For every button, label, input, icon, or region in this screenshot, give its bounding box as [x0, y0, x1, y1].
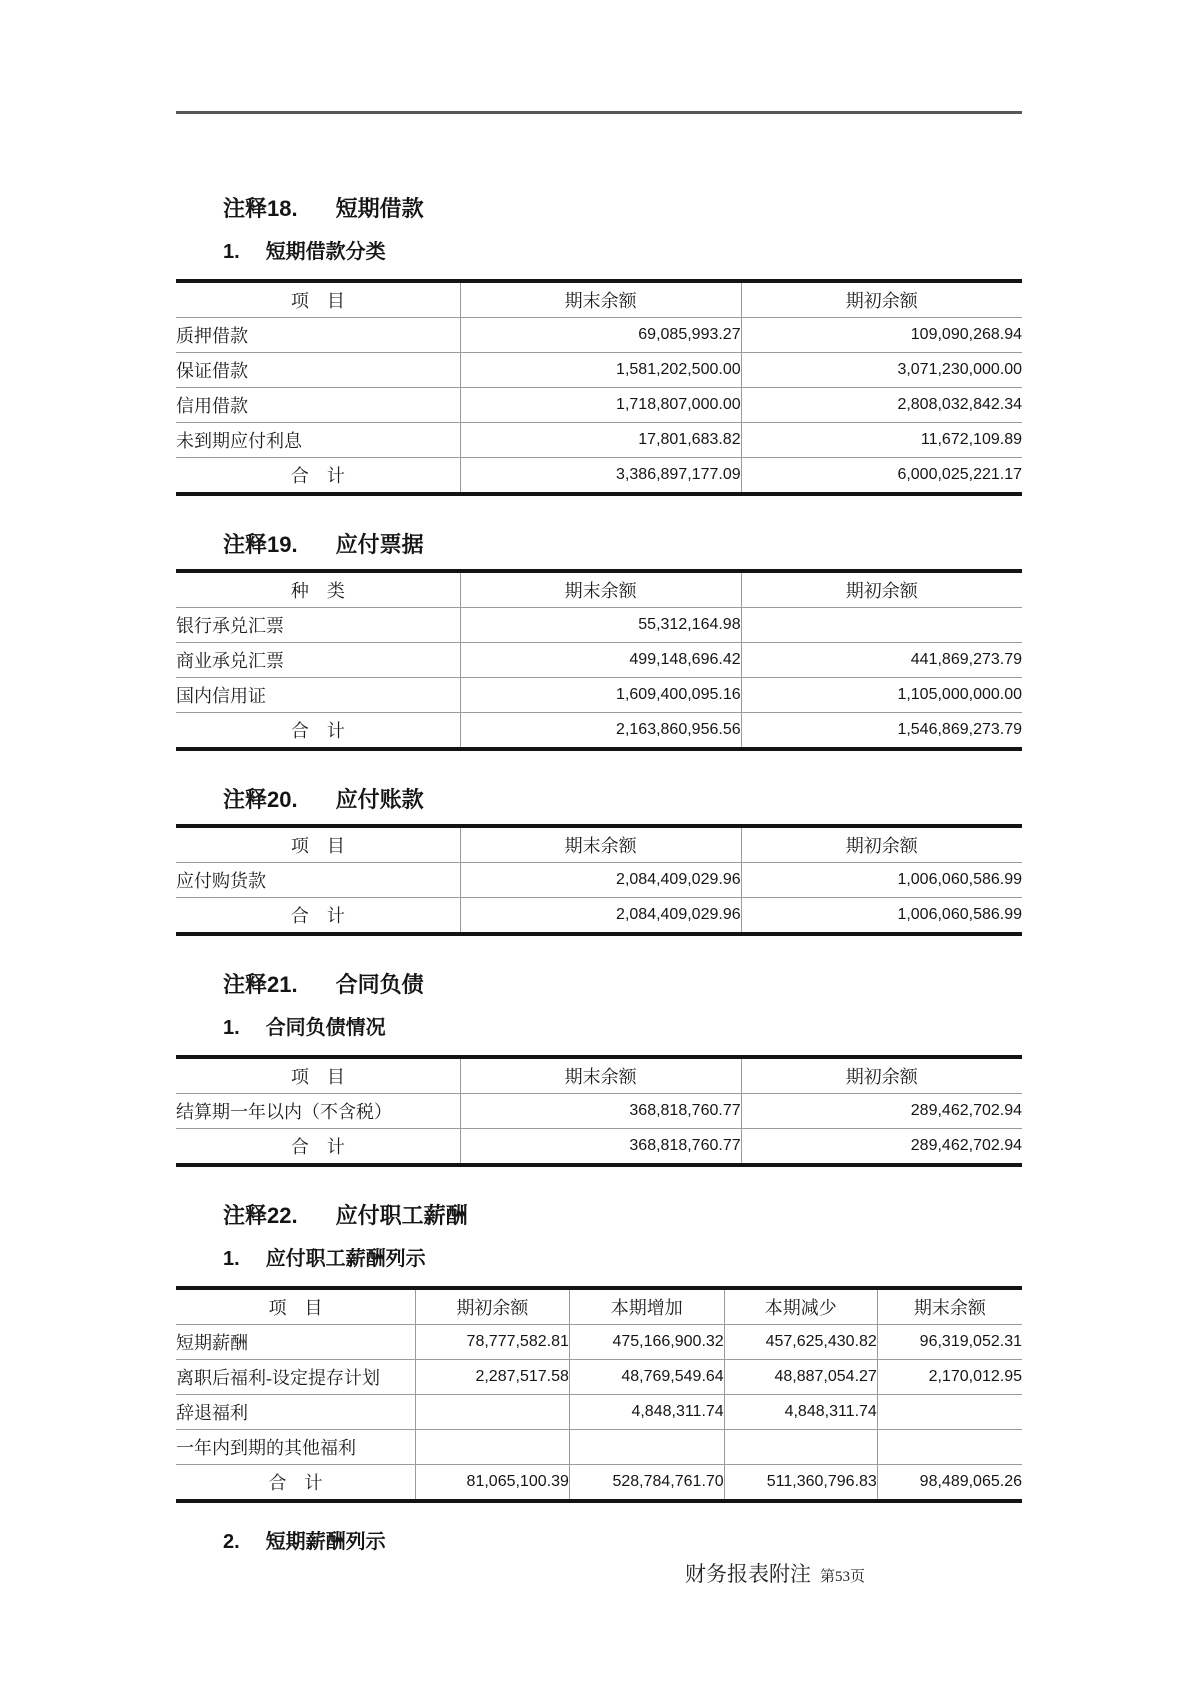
table-row	[176, 388, 1022, 423]
subsection-number: 1.	[223, 1248, 240, 1270]
section-title: 短期借款	[335, 196, 424, 221]
footer-page-number: 第53页	[819, 1569, 865, 1585]
column-header: 本期增加	[569, 1288, 724, 1325]
financial-table	[176, 824, 1022, 936]
cell-value	[877, 1430, 1022, 1465]
column-header: 期初余额	[741, 281, 1022, 318]
note-section	[176, 973, 1022, 1167]
row-label: 辞退福利	[176, 1395, 415, 1430]
cell-value: 96,319,052.31	[877, 1325, 1022, 1360]
cell-value: 441,869,273.79	[741, 643, 1022, 678]
table-total-row	[176, 898, 1022, 935]
column-header: 期末余额	[460, 571, 741, 608]
cell-value: 499,148,696.42	[460, 643, 741, 678]
column-header: 期初余额	[415, 1288, 569, 1325]
cell-value: 69,085,993.27	[460, 318, 741, 353]
row-label: 应付购货款	[176, 863, 460, 898]
cell-value: 1,718,807,000.00	[460, 388, 741, 423]
subsection-number: 2.	[223, 1531, 240, 1553]
row-label: 质押借款	[176, 318, 460, 353]
table-row	[176, 318, 1022, 353]
row-label: 信用借款	[176, 388, 460, 423]
subsection-title: 短期借款分类	[265, 241, 386, 263]
cell-value: 368,818,760.77	[460, 1129, 741, 1166]
cell-value: 1,006,060,586.99	[897, 906, 1022, 923]
row-label: 结算期一年以内（不含税）	[176, 1094, 460, 1129]
cell-value	[877, 1395, 1022, 1430]
note-section	[176, 788, 1022, 936]
cell-value: 2,170,012.95	[877, 1360, 1022, 1395]
cell-value: 3,071,230,000.00	[741, 353, 1022, 388]
cell-value: 528,784,761.70	[569, 1465, 724, 1502]
cell-value: 2,287,517.58	[415, 1360, 569, 1395]
cell-value: 1,105,000,000.00	[741, 678, 1022, 713]
section-heading	[223, 533, 1022, 557]
table-total-row	[176, 1129, 1022, 1166]
cell-value: 2,808,032,842.34	[741, 388, 1022, 423]
column-header: 项 目	[176, 1057, 460, 1094]
column-header: 种 类	[176, 571, 460, 608]
column-header: 期末余额	[460, 1057, 741, 1094]
column-header: 项 目	[176, 826, 460, 863]
row-label: 合 计	[176, 713, 460, 750]
table-row	[176, 1094, 1022, 1129]
column-header: 期末余额	[877, 1288, 1022, 1325]
table-row	[176, 1325, 1022, 1360]
row-label: 合 计	[176, 458, 460, 495]
cell-value: 4,848,311.74	[569, 1395, 724, 1430]
cell-value: 1,609,400,095.16	[460, 678, 741, 713]
table-row	[176, 643, 1022, 678]
section-heading	[223, 788, 1022, 812]
section-number: 注释22.	[223, 1203, 298, 1228]
cell-value: 48,887,054.27	[724, 1360, 877, 1395]
row-label: 未到期应付利息	[176, 423, 460, 458]
sections	[176, 197, 1022, 1553]
table-row	[176, 608, 1022, 643]
note-section	[176, 1531, 1022, 1553]
table-row	[176, 1430, 1022, 1465]
cell-value: 2,084,409,029.96	[460, 898, 741, 935]
table-header-row	[176, 281, 1022, 318]
cell-value: 78,777,582.81	[415, 1325, 569, 1360]
table-header-row	[176, 571, 1022, 608]
section-heading	[223, 1204, 1022, 1228]
subsection-heading	[223, 241, 1022, 263]
row-label: 合 计	[176, 898, 460, 935]
section-number: 注释18.	[223, 196, 298, 221]
subsection-heading	[223, 1017, 1022, 1039]
table-header-row	[176, 826, 1022, 863]
section-number: 注释21.	[223, 972, 298, 997]
table-header-row	[176, 1288, 1022, 1325]
cell-value: 3,386,897,177.09	[460, 458, 741, 495]
financial-table	[176, 1055, 1022, 1167]
subsection-number: 1.	[223, 1017, 240, 1039]
section-title: 应付票据	[335, 532, 424, 557]
section-title: 应付职工薪酬	[335, 1203, 468, 1228]
table-total-row	[176, 713, 1022, 750]
cell-value: 17,801,683.82	[460, 423, 741, 458]
financial-table	[176, 1286, 1022, 1503]
cell-value: 289,462,702.94	[910, 1137, 1022, 1154]
cell-value: 368,818,760.77	[460, 1094, 741, 1129]
cell-value: 6,000,025,221.17	[897, 466, 1022, 483]
note-section	[176, 533, 1022, 751]
financial-table	[176, 569, 1022, 751]
table-total-row	[176, 1465, 1022, 1502]
section-number: 注释19.	[223, 532, 298, 557]
cell-value: 4,848,311.74	[724, 1395, 877, 1430]
subsection-heading	[223, 1248, 1022, 1270]
cell-value: 2,163,860,956.56	[460, 713, 741, 750]
cell-value: 81,065,100.39	[415, 1465, 569, 1502]
cell-value: 109,090,268.94	[741, 318, 1022, 353]
cell-value: 1,006,060,586.99	[741, 863, 1022, 898]
cell-value: 55,312,164.98	[460, 608, 741, 643]
cell-value: 11,672,109.89	[741, 423, 1022, 458]
row-label: 保证借款	[176, 353, 460, 388]
cell-value	[741, 608, 1022, 643]
cell-value	[415, 1395, 569, 1430]
table-row	[176, 678, 1022, 713]
cell-value	[415, 1430, 569, 1465]
financial-table	[176, 279, 1022, 496]
table-row	[176, 1360, 1022, 1395]
cell-value: 475,166,900.32	[569, 1325, 724, 1360]
row-label: 商业承兑汇票	[176, 643, 460, 678]
subsection-heading	[223, 1531, 1022, 1553]
cell-value: 1,546,869,273.79	[897, 721, 1022, 738]
row-label: 离职后福利-设定提存计划	[176, 1360, 415, 1395]
cell-value	[724, 1430, 877, 1465]
page-content	[176, 0, 1022, 1586]
cell-value: 98,489,065.26	[919, 1473, 1022, 1490]
note-section	[176, 1204, 1022, 1503]
table-row	[176, 353, 1022, 388]
table-row	[176, 863, 1022, 898]
cell-value: 1,581,202,500.00	[460, 353, 741, 388]
section-title: 合同负债	[335, 972, 424, 997]
row-label: 一年内到期的其他福利	[176, 1430, 415, 1465]
page-footer	[352, 1558, 1198, 1588]
cell-value: 2,084,409,029.96	[460, 863, 741, 898]
cell-value: 48,769,549.64	[569, 1360, 724, 1395]
table-header-row	[176, 1057, 1022, 1094]
column-header: 期末余额	[460, 281, 741, 318]
column-header: 期初余额	[741, 1057, 1022, 1094]
footer-title: 财务报表附注	[684, 1562, 811, 1586]
row-label: 银行承兑汇票	[176, 608, 460, 643]
row-label: 短期薪酬	[176, 1325, 415, 1360]
section-title: 应付账款	[335, 787, 424, 812]
section-heading	[223, 973, 1022, 997]
cell-value: 457,625,430.82	[724, 1325, 877, 1360]
subsection-title: 短期薪酬列示	[265, 1531, 386, 1553]
column-header: 本期减少	[724, 1288, 877, 1325]
note-section	[176, 197, 1022, 496]
column-header: 期末余额	[460, 826, 741, 863]
row-label: 合 计	[176, 1465, 415, 1502]
row-label: 合 计	[176, 1129, 460, 1166]
subsection-title: 应付职工薪酬列示	[265, 1248, 426, 1270]
section-heading	[223, 197, 1022, 221]
column-header: 项 目	[176, 1288, 415, 1325]
subsection-number: 1.	[223, 241, 240, 263]
table-row	[176, 1395, 1022, 1430]
column-header: 项 目	[176, 281, 460, 318]
section-number: 注释20.	[223, 787, 298, 812]
row-label: 国内信用证	[176, 678, 460, 713]
cell-value	[569, 1430, 724, 1465]
cell-value: 511,360,796.83	[724, 1465, 877, 1502]
table-total-row	[176, 458, 1022, 495]
column-header: 期初余额	[741, 826, 1022, 863]
table-row	[176, 423, 1022, 458]
subsection-title: 合同负债情况	[265, 1017, 386, 1039]
column-header: 期初余额	[741, 571, 1022, 608]
cell-value: 289,462,702.94	[741, 1094, 1022, 1129]
